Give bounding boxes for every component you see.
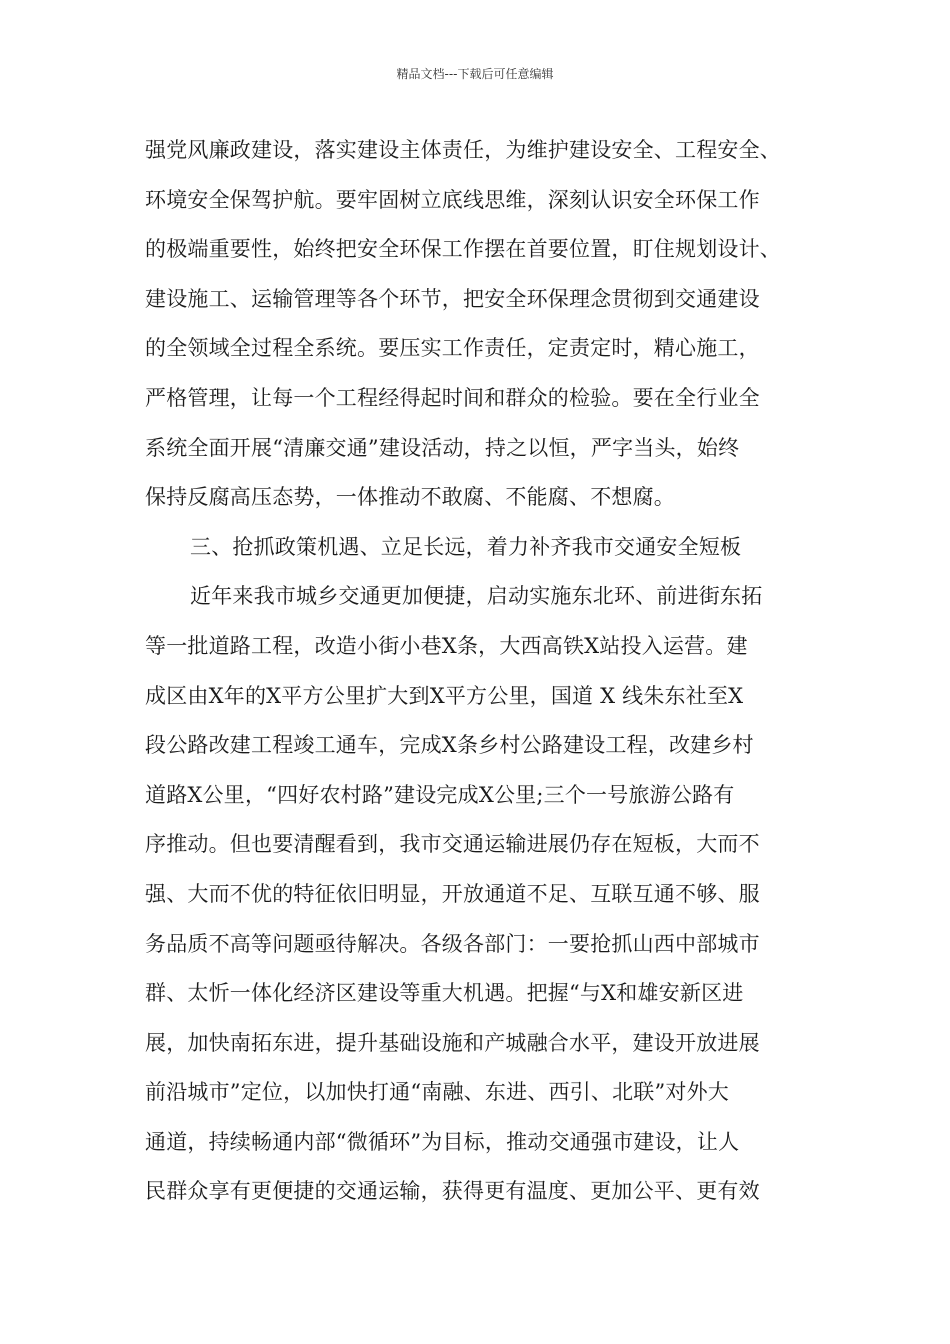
- text-line: 严格管理，让每一个工程经得起时间和群众的检验。要在全行业全: [145, 385, 760, 410]
- text-line: 建设施工、运输管理等各个环节，把安全环保理念贯彻到交通建设: [145, 286, 760, 311]
- text-line: 成区由X年的X平方公里扩大到X平方公里，国道 X 线朱东社至X: [145, 683, 744, 708]
- text-line: 环境安全保驾护航。要牢固树立底线思维，深刻认识安全环保工作: [145, 187, 760, 212]
- text-line: 序推动。但也要清醒看到，我市交通运输进展仍存在短板，大而不: [145, 832, 760, 857]
- text-line: 等一批道路工程，改造小街小巷X条，大西高铁X站投入运营。建: [145, 633, 748, 658]
- text-line: 群、太忻一体化经济区建设等重大机遇。把握“与X和雄安新区进: [145, 981, 744, 1006]
- document-body: [145, 126, 815, 1217]
- text-line: 强党风廉政建设，落实建设主体责任，为维护建设安全、工程安全、: [145, 138, 781, 162]
- text-line: 道路X公里，“四好农村路”建设完成X公里;三个一号旅游公路有: [145, 782, 735, 807]
- text-line: 强、大而不优的特征依旧明显，开放通道不足、互联互通不够、服: [145, 881, 760, 906]
- text-line: 通道，持续畅通内部“微循环”为目标，推动交通强市建设，让人: [145, 1129, 740, 1154]
- section-heading: 三、抢抓政策机遇、立足长远，着力补齐我市交通安全短板: [190, 534, 742, 559]
- paragraph-first-line: 近年来我市城乡交通更加便捷，启动实施东北环、前进街东拓: [190, 584, 763, 609]
- text-line: 务品质不高等问题亟待解决。各级各部门：一要抢抓山西中部城市: [145, 931, 760, 956]
- text-line: 民群众享有更便捷的交通运输，获得更有温度、更加公平、更有效: [145, 1179, 760, 1204]
- page-header: 精品文档---下载后可任意编辑: [396, 67, 554, 81]
- text-line: 段公路改建工程竣工通车，完成X条乡村公路建设工程，改建乡村: [145, 733, 754, 758]
- text-line: 前沿城市”定位，以加快打通“南融、东进、西引、北联”对外大: [145, 1080, 730, 1105]
- text-line: 的全领域全过程全系统。要压实工作责任，定责定时，精心施工，: [145, 336, 760, 361]
- text-line: 展，加快南拓东进，提升基础设施和产城融合水平，建设开放进展: [145, 1030, 760, 1055]
- text-line: 系统全面开展“清廉交通”建设活动，持之以恒，严字当头，始终: [145, 435, 740, 460]
- text-line: 的极端重要性，始终把安全环保工作摆在首要位置，盯住规划设计、: [145, 237, 781, 262]
- text-line: 保持反腐高压态势，一体推动不敢腐、不能腐、不想腐。: [145, 485, 675, 510]
